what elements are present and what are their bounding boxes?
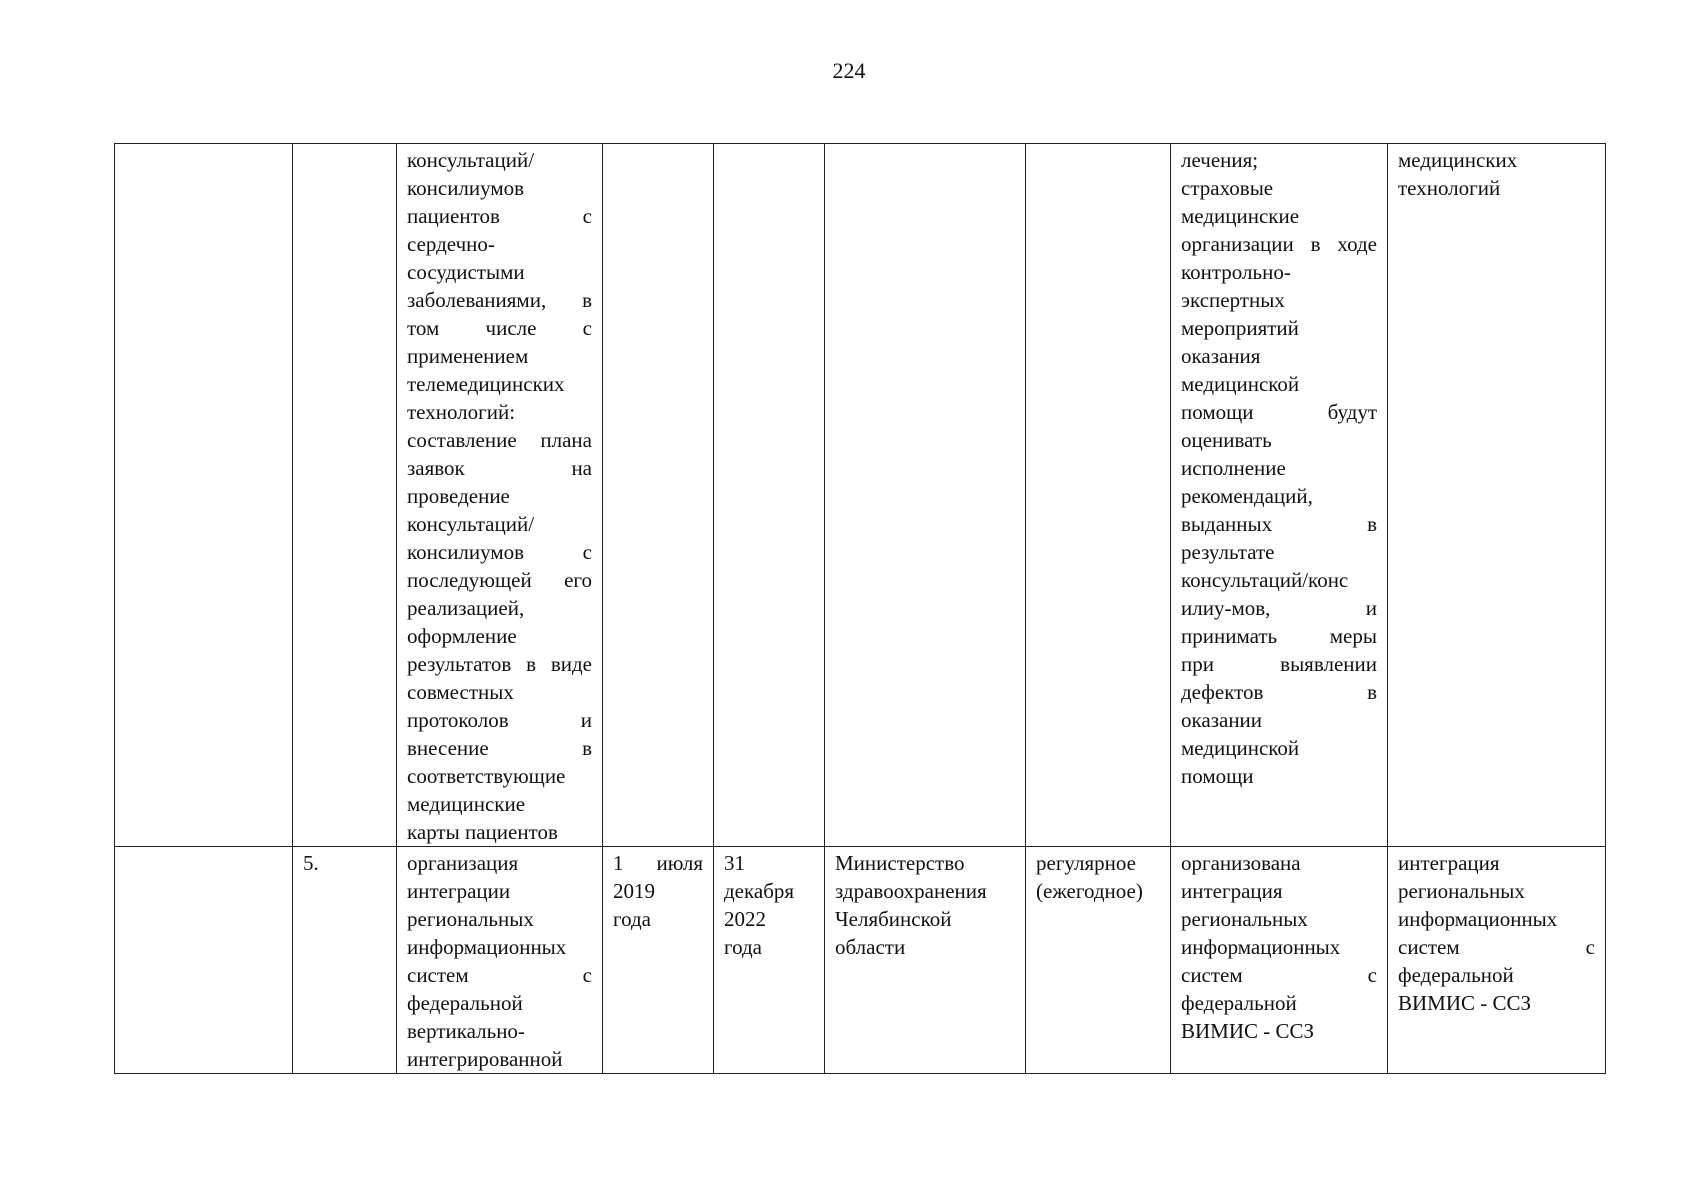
text-line: консилиумов с — [407, 540, 592, 564]
text-line: региональных — [407, 907, 534, 931]
text-line: при выявлении — [1181, 652, 1377, 676]
text-line: телемедицинских — [407, 372, 565, 396]
cell-empty — [115, 144, 293, 847]
measures-table — [114, 143, 1606, 1074]
text-line: последующей его — [407, 568, 592, 592]
cell-start-date — [603, 847, 714, 1074]
cell-result — [1171, 847, 1388, 1074]
text-line: выданных в — [1181, 512, 1377, 536]
text-line: принимать меры — [1181, 624, 1377, 648]
text-line: вертикально- — [407, 1019, 525, 1043]
text-line: организована — [1181, 851, 1301, 875]
text-line: заявок на — [407, 456, 592, 480]
text-line: года — [613, 907, 651, 931]
text-line: помощи — [1181, 764, 1254, 788]
text-line: пациентов с — [407, 204, 592, 228]
text-line: страховые — [1181, 176, 1274, 200]
indicator-text — [1398, 849, 1595, 1017]
text-line: систем с — [1181, 963, 1377, 987]
text-line: систем с — [1398, 935, 1595, 959]
text-line: сердечно- — [407, 232, 495, 256]
cell-measure — [397, 144, 603, 847]
text-line: здравоохранения — [835, 879, 987, 903]
text-line: исполнение — [1181, 456, 1286, 480]
text-line: консилиумов — [407, 176, 525, 200]
cell-type — [1026, 144, 1171, 847]
text-line: 2022 — [724, 907, 766, 931]
cell-end-date — [714, 847, 825, 1074]
text-line: дефектов в — [1181, 680, 1377, 704]
table-row-continued — [115, 144, 1606, 847]
responsible-text — [835, 849, 1015, 961]
text-line: региональных — [1181, 907, 1308, 931]
text-line: (ежегодное) — [1036, 879, 1143, 903]
text-line: года — [724, 935, 762, 959]
text-line: заболеваниями, в — [407, 288, 592, 312]
text-line: консультаций/конс — [1181, 568, 1349, 592]
text-line: интеграция — [1398, 851, 1500, 875]
text-line: федеральной — [407, 991, 523, 1015]
indicator-text — [1398, 146, 1595, 202]
text-line: мероприятий — [1181, 316, 1299, 340]
text-line: реализацией, — [407, 596, 525, 620]
text-line: ВИМИС - ССЗ — [1398, 991, 1532, 1015]
text-line: организация — [407, 851, 519, 875]
cell-empty — [115, 847, 293, 1074]
cell-end-date — [714, 144, 825, 847]
text-line: соответствующие — [407, 764, 566, 788]
text-line: результатов в виде — [407, 652, 592, 676]
text-line: контрольно- — [1181, 260, 1291, 284]
text-line: рекомендаций, — [1181, 484, 1313, 508]
text-line: 1 июля — [613, 851, 703, 875]
text-line: 2019 — [613, 879, 655, 903]
measure-text — [407, 146, 592, 846]
text-line: информационных — [1181, 935, 1341, 959]
text-line: консультаций/ — [407, 148, 535, 172]
cell-indicator — [1388, 847, 1606, 1074]
text-line: сосудистыми — [407, 260, 525, 284]
cell-responsible — [825, 847, 1026, 1074]
text-line: помощи будут — [1181, 400, 1377, 424]
text-line: региональных — [1398, 879, 1525, 903]
text-line: проведение — [407, 484, 510, 508]
text-line: федеральной — [1181, 991, 1297, 1015]
text-line: информационных — [407, 935, 567, 959]
text-line: том числе с — [407, 316, 592, 340]
text-line: совместных — [407, 680, 514, 704]
text-line: интегрированной — [407, 1047, 563, 1071]
text-line: илиу-мов, и — [1181, 596, 1377, 620]
text-line: федеральной — [1398, 963, 1514, 987]
cell-number — [293, 144, 397, 847]
text-line: ВИМИС - ССЗ — [1181, 1019, 1315, 1043]
result-text — [1181, 146, 1377, 790]
cell-measure — [397, 847, 603, 1074]
start-date-text — [613, 849, 703, 933]
text-line: консультаций/ — [407, 512, 535, 536]
text-line: технологий — [1398, 176, 1501, 200]
text-line: внесение в — [407, 736, 592, 760]
cell-number: 5. — [293, 847, 397, 1074]
cell-indicator — [1388, 144, 1606, 847]
text-line: интеграция — [1181, 879, 1283, 903]
result-text — [1181, 849, 1377, 1045]
text-line: результате — [1181, 540, 1275, 564]
text-line: применением — [407, 344, 529, 368]
text-line: медицинские — [407, 792, 526, 816]
text-line: медицинской — [1181, 736, 1300, 760]
text-line: декабря — [724, 879, 795, 903]
text-line: экспертных — [1181, 288, 1285, 312]
text-line: 31 — [724, 851, 745, 875]
text-line: лечения; — [1181, 148, 1259, 172]
text-line: области — [835, 935, 906, 959]
text-line: систем с — [407, 963, 592, 987]
text-line: оформление — [407, 624, 517, 648]
measure-text — [407, 849, 592, 1073]
text-line: оказании — [1181, 708, 1263, 732]
cell-responsible — [825, 144, 1026, 847]
text-line: медицинские — [1181, 204, 1300, 228]
text-line: медицинских — [1398, 148, 1518, 172]
text-line: организации в ходе — [1181, 232, 1377, 256]
table-row-5 — [115, 847, 1606, 1074]
text-line: Челябинской — [835, 907, 952, 931]
text-line: регулярное — [1036, 851, 1136, 875]
text-line: оказания — [1181, 344, 1261, 368]
page-number: 224 — [832, 58, 866, 83]
text-line: интеграции — [407, 879, 511, 903]
text-line: информационных — [1398, 907, 1558, 931]
cell-start-date — [603, 144, 714, 847]
text-line: оценивать — [1181, 428, 1272, 452]
end-date-text — [724, 849, 814, 961]
type-text — [1036, 849, 1160, 905]
text-line: составление плана — [407, 428, 592, 452]
text-line: технологий: — [407, 400, 516, 424]
text-line: карты пациентов — [407, 820, 558, 844]
text-line: протоколов и — [407, 708, 592, 732]
cell-type — [1026, 847, 1171, 1074]
cell-result — [1171, 144, 1388, 847]
text-line: Министерство — [835, 851, 965, 875]
text-line: медицинской — [1181, 372, 1300, 396]
